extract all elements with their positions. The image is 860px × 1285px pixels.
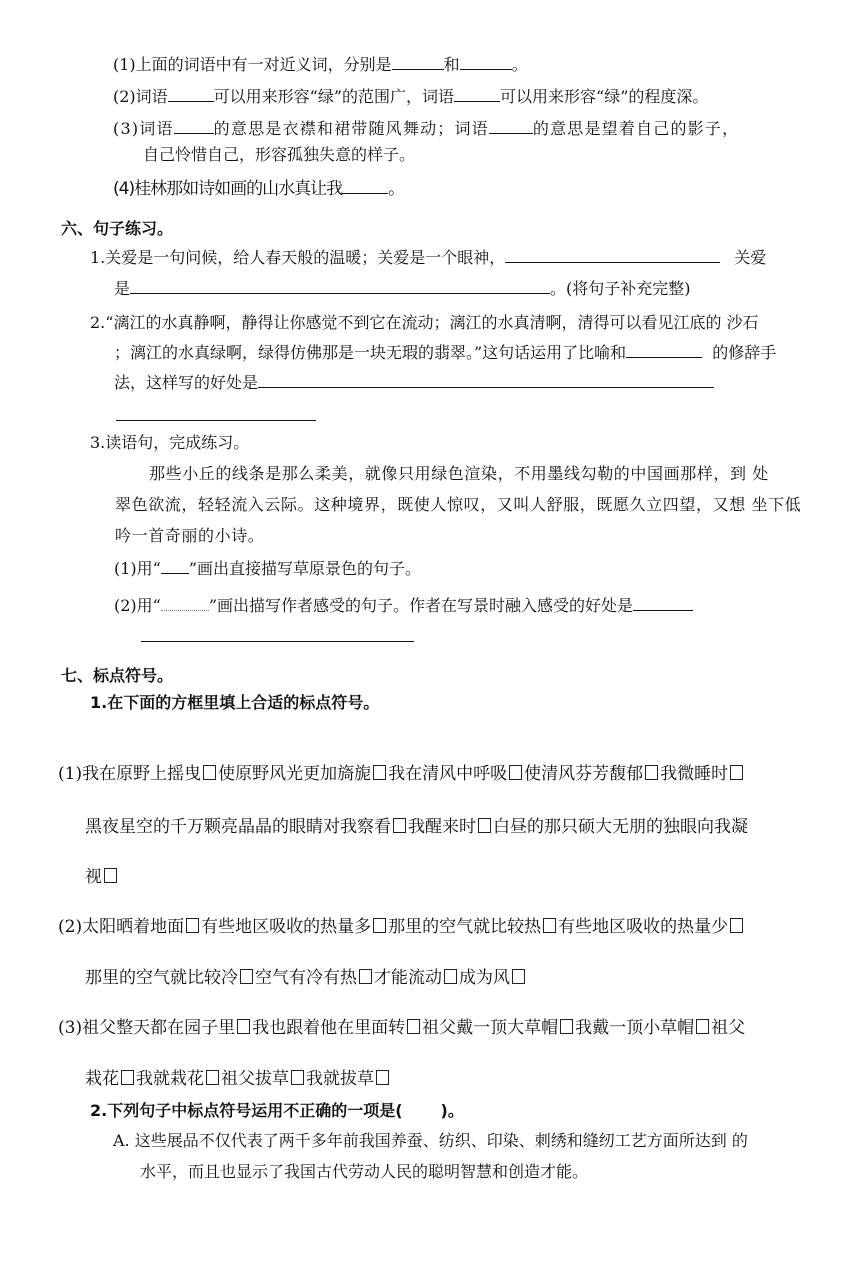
text-segment: 有些地区吸收的热量少	[558, 917, 729, 937]
text-segment: (1)用“	[114, 559, 161, 578]
text-segment: 空气有冷有热	[255, 968, 357, 988]
text-segment: 我也跟着他在里面转	[252, 1018, 406, 1038]
text-segment: 是	[114, 279, 131, 298]
punct-para-2-line2	[85, 967, 527, 989]
option-a-line1[interactable]: A. 这些展品不仅代表了两千多年前我国养蚕、纺织、印染、刺绣和缝纫工艺方面所达到 的	[113, 1131, 748, 1150]
answer-blank[interactable]	[633, 595, 693, 611]
punctuation-box[interactable]	[186, 918, 199, 933]
answer-blank[interactable]	[460, 54, 512, 70]
text-segment: 我就拔草	[306, 1069, 374, 1089]
punct-para-1-line2	[85, 816, 748, 838]
sec7-q1-title: 1.在下面的方框里填上合适的标点符号。	[90, 693, 380, 712]
passage-line: 翠色欲流，轻轻流入云际。这种境界，既使人惊叹，又叫人舒服，既愿久立四望，又想 坐下低	[115, 495, 802, 514]
sec6-q3-title: 3.读语句，完成练习。	[90, 433, 250, 452]
punct-para-1-line3	[85, 866, 119, 888]
answer-blank[interactable]	[489, 118, 533, 134]
punctuation-box[interactable]	[393, 818, 406, 833]
sec5-q1	[113, 54, 528, 76]
text-segment: 的修辞手	[712, 343, 777, 362]
passage-line: 吟一首奇丽的小诗。	[115, 526, 265, 545]
text-segment: 栽花	[85, 1069, 119, 1089]
text-segment: 视	[85, 867, 102, 887]
punctuation-box[interactable]	[730, 918, 743, 933]
text-segment: 祖父	[711, 1018, 746, 1038]
punctuation-box[interactable]	[237, 1019, 250, 1034]
text-segment: )。	[440, 1101, 464, 1120]
answer-blank[interactable]	[505, 247, 720, 263]
punct-para-2-line1	[58, 916, 745, 938]
text-segment: 那里的空气就比较冷	[85, 968, 238, 988]
punctuation-box[interactable]	[444, 969, 457, 984]
text-segment: 祖父拔草	[221, 1069, 289, 1089]
text-segment: 的意思是望着自己的影子，	[532, 119, 740, 138]
section-heading-7: 七、标点符号。	[61, 666, 174, 685]
punctuation-box[interactable]	[206, 1070, 219, 1085]
text-segment: (3)祖父整天都在园子里	[58, 1018, 236, 1038]
answer-line[interactable]	[116, 420, 316, 421]
text-segment: 。	[388, 179, 405, 199]
text-segment: 那里的空气就比较热	[388, 917, 542, 937]
punct-para-1-line1	[58, 763, 745, 785]
text-segment: 使清风芬芳馥郁	[524, 764, 644, 784]
solid-underline-sample	[161, 558, 189, 574]
answer-blank[interactable]	[168, 86, 214, 102]
punctuation-box[interactable]	[478, 818, 491, 833]
answer-blank[interactable]	[174, 118, 214, 134]
text-segment: (2)用“	[114, 596, 161, 615]
answer-blank[interactable]	[130, 278, 550, 294]
punctuation-box[interactable]	[509, 765, 522, 780]
text-segment: 黑夜星空的千万颗亮晶晶的眼睛对我察看	[85, 817, 391, 837]
punctuation-box[interactable]	[560, 1019, 573, 1034]
text-segment: 和	[443, 55, 460, 74]
punctuation-box[interactable]	[291, 1070, 304, 1085]
text-segment: 祖父戴一顶大草帽	[422, 1018, 559, 1038]
text-segment: 我在清风中呼吸	[388, 764, 508, 784]
answer-line[interactable]	[141, 641, 414, 642]
sec6-q1-cont	[114, 278, 691, 300]
text-segment: 可以用来形容“绿”的范围广，词语	[213, 87, 455, 106]
text-segment: 1.关爱是一句问候，给人春天般的温暖；关爱是一个眼神，	[90, 248, 506, 267]
text-segment: 关爱	[734, 248, 767, 267]
punctuation-box[interactable]	[373, 765, 386, 780]
sec6-q3-sub2	[114, 595, 693, 617]
passage-line: 那些小丘的线条是那么柔美，就像只用绿色渲染，不用墨线勾勒的中国画那样，到 处	[149, 464, 769, 483]
option-a-line2: 水平，而且也显示了我国古代劳动人民的聪明智慧和创造才能。	[140, 1162, 589, 1181]
punctuation-box[interactable]	[730, 765, 743, 780]
sec5-q3-cont: 自己怜惜自己，形容孤独失意的样子。	[143, 145, 416, 164]
text-segment: ；漓江的水真绿啊，绿得仿佛那是一块无瑕的翡翠。”这句话运用了比喻和	[114, 343, 627, 362]
punctuation-box[interactable]	[121, 1070, 134, 1085]
text-segment: 我微睡时	[660, 764, 729, 784]
punctuation-box[interactable]	[407, 1019, 420, 1034]
text-segment: (1)我在原野上摇曳	[58, 764, 202, 784]
punctuation-box[interactable]	[543, 918, 556, 933]
text-segment: 。	[511, 55, 528, 74]
text-segment: 2.下列句子中标点符号运用不正确的一项是(	[90, 1101, 403, 1120]
answer-blank[interactable]	[258, 372, 714, 388]
punctuation-box[interactable]	[373, 918, 386, 933]
section-heading-6: 六、句子练习。	[61, 219, 174, 238]
sec6-q2-line2	[114, 342, 776, 364]
text-segment: 使原野风光更加旖旎	[218, 764, 372, 784]
text-segment: 法，这样写的好处是	[114, 373, 259, 392]
punctuation-box[interactable]	[104, 868, 117, 883]
text-segment: 有些地区吸收的热量多	[201, 917, 372, 937]
punctuation-box[interactable]	[240, 969, 253, 984]
sec6-q2-line3	[114, 372, 714, 394]
text-segment: 我就栽花	[136, 1069, 204, 1089]
punctuation-box[interactable]	[203, 765, 216, 780]
sec5-q2	[113, 86, 708, 108]
answer-blank[interactable]	[392, 54, 444, 70]
text-segment: (2)词语	[113, 87, 168, 106]
sec6-q2-line1: 2.“漓江的水真静啊，静得让你感觉不到它在流动；漓江的水真清啊，清得可以看见江底的 沙石	[90, 313, 759, 332]
answer-blank[interactable]	[342, 178, 388, 194]
text-segment: 白昼的那只硕大无朋的独眼向我凝	[493, 817, 748, 837]
sec6-q3-sub1	[114, 558, 421, 580]
text-segment: ”画出直接描写草原景色的句子。	[188, 559, 422, 578]
punctuation-box[interactable]	[512, 969, 525, 984]
text-segment: (1)上面的词语中有一对近义词，分别是	[113, 55, 392, 74]
wavy-underline-sample	[161, 595, 209, 611]
punctuation-box[interactable]	[359, 969, 372, 984]
text-segment: (3)词语	[113, 119, 174, 138]
sec7-q2-title	[90, 1100, 464, 1122]
text-segment: 。(将句子补充完整)	[550, 279, 691, 298]
text-segment: 我戴一顶小草帽	[575, 1018, 695, 1038]
text-segment: 的意思是衣襟和裙带随风舞动；词语	[213, 119, 489, 138]
text-segment: 可以用来形容“绿”的程度深。	[500, 87, 709, 106]
text-segment: (4)桂林那如诗如画的山水真让我	[113, 179, 343, 199]
answer-blank[interactable]	[454, 86, 500, 102]
text-segment: (2)太阳晒着地面	[58, 917, 185, 937]
punct-para-3-line2	[85, 1068, 391, 1090]
text-segment: ”画出描写作者感受的句子。作者在写景时融入感受的好处是	[208, 596, 634, 615]
text-segment: 才能流动	[374, 968, 442, 988]
answer-blank[interactable]	[626, 342, 702, 358]
text-segment: 我醒来时	[408, 817, 476, 837]
sec6-q1	[90, 247, 766, 269]
punctuation-box[interactable]	[645, 765, 658, 780]
punct-para-3-line1	[58, 1017, 745, 1039]
punctuation-box[interactable]	[376, 1070, 389, 1085]
punctuation-box[interactable]	[696, 1019, 709, 1034]
sec5-q4	[113, 178, 404, 200]
text-segment: 成为风	[459, 968, 510, 988]
sec5-q3	[113, 118, 739, 140]
